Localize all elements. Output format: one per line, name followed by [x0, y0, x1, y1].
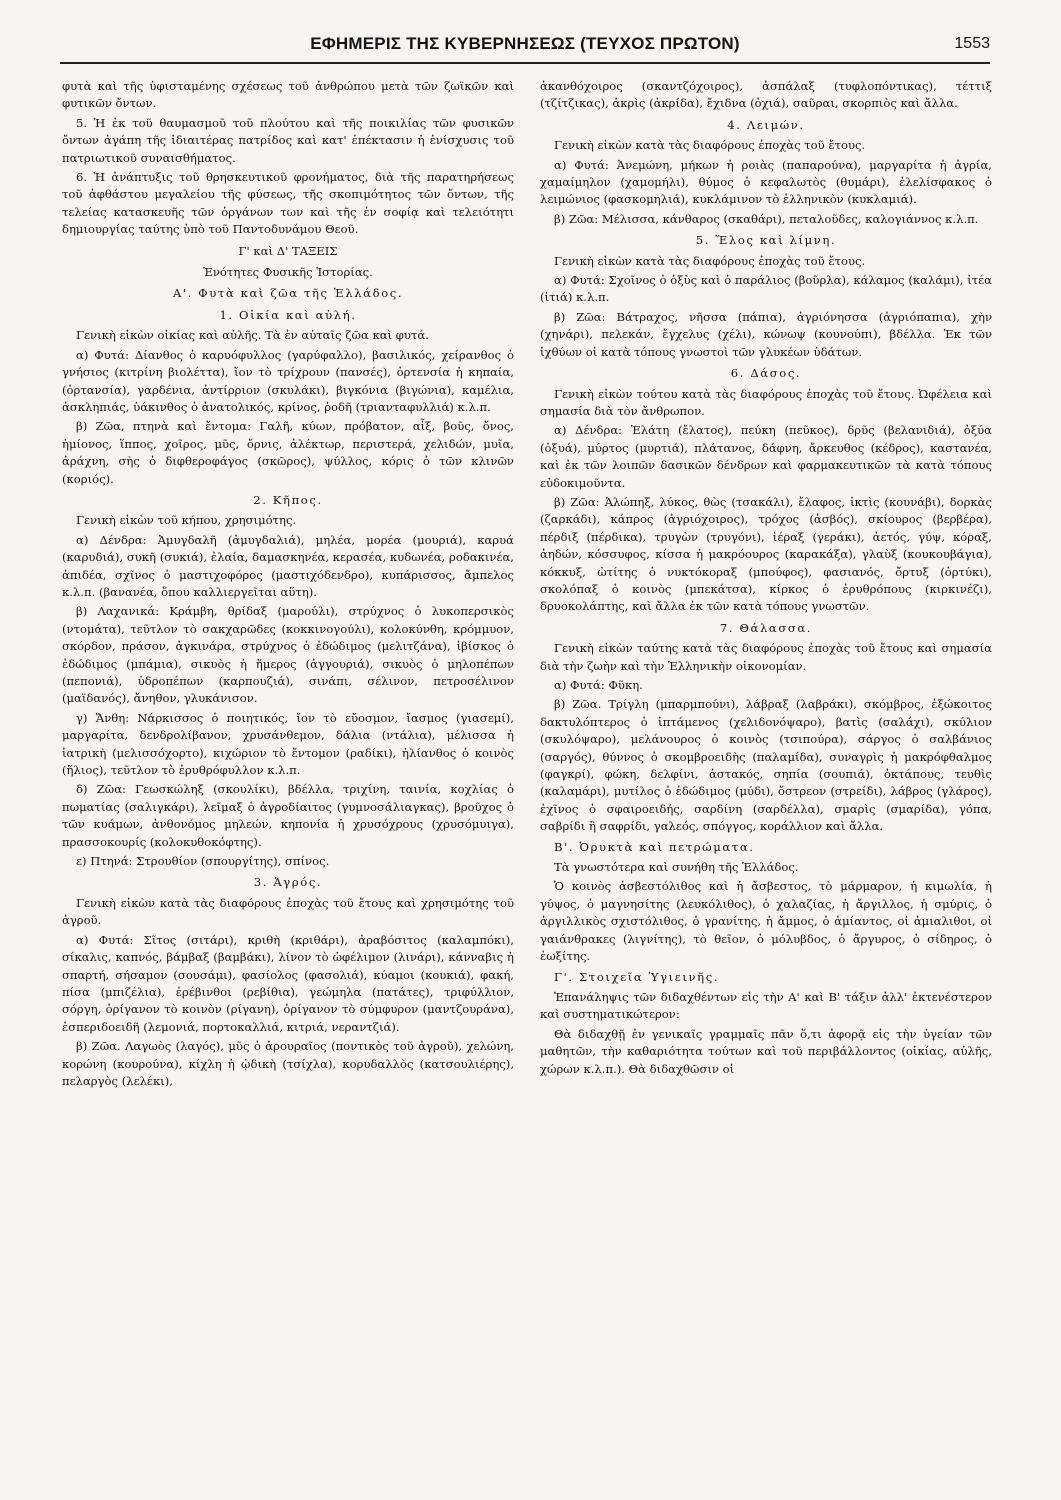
sea-general: Γενικὴ εἰκὼν ταύτης κατὰ τὰς διαφόρους ἐποχὰς τοῦ ἔτους καὶ σημασία διὰ τὴν ζωὴν καὶ τὴν Ἑλληνικὴν οἰκονομίαν. — [540, 641, 992, 673]
garden-heading: 2. Κῆπος. — [253, 492, 323, 507]
marsh-plants: α) Φυτά: Σχοῖνος ὁ ὀξὺς καὶ ὁ παράλιος (βοῦρλα), κάλαμος (καλάμι), ἰτέα (ἰτιά) κ.λ.π. — [540, 273, 992, 305]
sea-plants: α) Φυτά: Φῦκη. — [554, 678, 643, 692]
field-animals-continued: ἀκανθόχοιρος (σκαντζόχοιρος), ἀσπάλαξ (τυφλοπόντικας), τέττιξ (τζίτζικας), ἀκρὶς (ἀκρίδα), ἔχιδνα (ὀχιά), σαῦραι, σκορπιὸς καὶ ἄλλα. — [540, 79, 992, 111]
field-heading: 3. Ἀγρός. — [253, 875, 323, 890]
right-column — [540, 78, 992, 1478]
garden-birds: ε) Πτηνά: Στρουθίον (σπουργίτης), σπίνος. — [76, 854, 330, 869]
intro-paragraph: φυτὰ καὶ τῆς ὑφισταμένης σχέσεως τοῦ ἀνθρώπου μετὰ τῶν ζωϊκῶν καὶ φυτικῶν ὄντων. — [62, 79, 514, 111]
garden-vegetables: β) Λαχανικά: Κράμβη, θρίδαξ (μαρούλι), στρύχνος ὁ λυκοπερσικὸς (ντομάτα), τεῦτλον τὸ σακχαρῶδες (κοκκινογούλι), κολοκύνθη, κρόμμυον, σκόρδον, πράσον, ἀγκινάρα, στρύχνος ὁ ἐδώδιμος (μελιτζάνα), ἰβίσκος ὁ ἐδώδιμος (μπάμια), σικυὸς ἡ ἥμερος (ἀγγουριά), σικυὸς ὁ μηλοπέπων (πεπονιά), ὑδροπέπων (καρπουζιά), σινάπι, σέλινον, πετροσέλινον (μαϊδανός), ἄνηθον, γλυκάνισον. — [62, 604, 514, 706]
classes-heading: Γ' καὶ Δ' ΤΑΞΕΙΣ — [238, 243, 338, 258]
forest-general: Γενικὴ εἰκὼν τούτου κατὰ τὰς διαφόρους ἐποχὰς τοῦ ἔτους. Ὠφέλεια καὶ σημασία διὰ τὸν ἄνθρωπον. — [540, 386, 992, 418]
section-a-heading: Α'. Φυτὰ καὶ ζῶα τῆς Ἑλλάδος. — [172, 286, 404, 301]
marsh-general: Γενικὴ εἰκὼν κατὰ τὰς διαφόρους ἐποχὰς τοῦ ἔτους. — [554, 253, 866, 268]
gazette-title: ΕΦΗΜΕΡΙΣ ΤΗΣ ΚΥΒΕΡΝΗΣΕΩΣ (ΤΕΥΧΟΣ ΠΡΩΤΟΝ) — [310, 34, 740, 53]
forest-heading: 6. Δάσος. — [730, 366, 802, 381]
marsh-lake-heading: 5. Ἕλος καὶ λίμνη. — [695, 233, 837, 248]
marsh-animals: β) Ζῶα: Βάτραχος, νῆσσα (πάπια), ἀγριόνησσα (ἀγριόπαπια), χὴν (χηνάρι), πελεκάν, ἔγχελυς (χέλι), κώνωψ (κουνούπι), βδέλλα. Ἐκ τῶν ἰχθύων οἱ κατὰ τόπους γνωστοὶ τῶν γλυκέων ὑδάτων. — [540, 309, 992, 359]
objective-6: 6. Ἡ ἀνάπτυξις τοῦ θρησκευτικοῦ φρονήματος, διὰ τῆς παρατηρήσεως τοῦ ἀφθάστου μεγαλείου τῆς φύσεως, τῆς σκοπιμότητος τῶν ὄντων, τῆς τελείας κατασκευῆς τῶν ὀργάνων των καὶ τῆς ἐν σοφίᾳ καὶ τελειότητι δημιουργίας ταύτης ὑπὸ τοῦ Παντοδυνάμου Θεοῦ. — [62, 170, 514, 237]
field-animals: β) Ζῶα. Λαγωὸς (λαγός), μῦς ὁ ἀρουραῖος (ποντικὸς τοῦ ἀγροῦ), χελώνη, κορώνη (κουρούνα), κίχλη ἡ ᾠδικὴ (τσίχλα), κορυδαλλὸς (κατσουλιέρης), πελαργὸς (λελέκι), — [62, 1039, 514, 1088]
meadow-general: Γενικὴ εἰκὼν κατὰ τὰς διαφόρους ἐποχὰς τοῦ ἔτους. — [554, 138, 866, 153]
field-plants: α) Φυτά: Σῖτος (σιτάρι), κριθὴ (κριθάρι), ἀραβόσιτος (καλαμπόκι), σίκαλις, καπνός, βάμβαξ (βαμβάκι), λίνον τὸ ὠφέλιμον (λινάρι), κάνναβις ἡ σπαρτή, σήσαμον (σουσάμι), φασίολος (φασολιά), κύαμοι (κουκιά), φακή, πίσα (μπιζέλια), ἐρέβινθοι (ρεβίθια), γεώμηλα (πατάτες), τριφύλλιον, σόργη, ὀρίγανον τὸ κοινὸν (ρίγανη), ὀρίγανον τὸ σύμφυρον (μαντζουράνα), ἑσπεριδοειδῆ (λεμονιά, πορτοκαλλιά, κιτριά, νεραντζιά). — [62, 932, 514, 1034]
unit-heading: Ἑνότητες Φυσικῆς Ἱστορίας. — [203, 265, 373, 280]
house-plants: α) Φυτά: Δίανθος ὁ καρυόφυλλος (γαρύφαλλο), βασιλικός, χείρανθος ὁ γνήσιος (κιτρίνη βιολέττα), ἴον τὸ τρίχρουν (πανσές), ὀρτενσία ἡ κηπαία, (ὀρτανσία), γαρδένια, ἀντίρριον (σκυλάκι), βιγκόνια (βιγώνια), καμέλια, ἀσκληπιάς, ὑάκινθος ὁ ἀνατολικός, κρίνος, ῥοδῆ (τριανταφυλλιά) κ.λ.π. — [62, 347, 514, 414]
forest-animals: β) Ζῶα: Ἀλώπηξ, λύκος, θὼς (τσακάλι), ἔλαφος, ἰκτὶς (κουνάβι), δορκὰς (ζαρκάδι), κάπρος (ἀγριόχοιρος), τρόχος (ἀσβός), σκίουρος (βερβέρα), πέρδιξ (πέρδικα), τρυγὼν (τρυγόνι), ἱέραξ (γεράκι), ἀετός, γύψ, κόραξ, ἀηδών, κόσσυφος, κίσσα ἡ μακρόουρος (καρακάξα), γλαὺξ (κουκουβάγια), κόκκυξ, ὠτίτης ὁ νυκτόκοραξ (μπούφος), φασιανός, ὄρτυξ (ὀρτύκι), σκολόπαξ ὁ κοινὸς (μπεκάτσα), κίρκος ὁ ἐρυθρόπους (κιρκινέζι), δρυοκολάπτης, καὶ ἄλλα ἐκ τῶν κατὰ τόπους γνωστῶν. — [540, 494, 992, 614]
page-header — [60, 30, 990, 64]
forest-trees: α) Δένδρα: Ἐλάτη (ἔλατος), πεύκη (πεῦκος), δρῦς (βελανιδιά), ὀξύα (ὀξυά), μύρτος (μυρτιά), πλάτανος, δάφνη, ἄρκευθος (κέδρος), καστανέα, καὶ ἐκ τῶν λοιπῶν δασικῶν δένδρων καὶ φαρμακευτικῶν τὰ κατὰ τόπους εὐδοκιμοῦντα. — [540, 423, 992, 490]
house-yard-heading: 1. Οἰκία καὶ αὐλή. — [219, 307, 357, 322]
field-general: Γενικὴ εἰκὼν κατὰ τὰς διαφόρους ἐποχὰς τοῦ ἔτους καὶ χρησιμότης τοῦ ἀγροῦ. — [62, 895, 514, 928]
page-number: 1553 — [954, 35, 990, 52]
garden-trees: α) Δένδρα: Ἀμυγδαλῆ (ἀμυγδαλιά), μηλέα, μορέα (μουριά), καρυά (καρυδιά), συκῆ (συκιά), ἐλαία, δαμασκηνέα, κερασέα, κυδωνέα, ροδακινέα, ἀπιδέα, σχῖνος ὁ μαστιχοφόρος (μαστιχόδενδρο), κυπάρισσος, ἄμπελος κ.λ.π. (βανανέα, ὅπου καλλιεργεῖται αὕτη). — [62, 532, 514, 599]
left-column — [62, 78, 514, 1478]
garden-animals: δ) Ζῶα: Γεωσκώληξ (σκουλίκι), βδέλλα, τριχίνη, ταινία, κοχλίας ὁ πωματίας (σαλιγκάρι), λεῖμαξ ὁ ἀγροδίαιτος (γυμνοσάλιαγκας), βροῦχος ὁ τῶν κυάμων, ἀνθονόμος μηλεών, κηπονία ἡ χρυσόχρους (χρυσόμυιγα), πρασσοκουρίς (κολοκυθοκόφτης). — [62, 782, 514, 849]
hygiene-heading: Γ'. Στοιχεῖα Ὑγιεινῆς. — [554, 969, 720, 984]
meadow-plants: α) Φυτά: Ἀνεμώνη, μήκων ἡ ροιὰς (παπαρούνα), μαργαρίτα ἡ ἀγρία, χαμαίμηλον (χαμομήλι), θύμος ὁ κεφαλωτὸς (θυμάρι), ἐλελίσφακος ὁ λειμώνιος (φασκομηλιά), κυκλάμινον τὸ ἑλληνικὸν (κυκλαμιά). — [540, 157, 992, 207]
meadow-animals: β) Ζῶα: Μέλισσα, κάνθαρος (σκαθάρι), πεταλοῦδες, καλογιάννος κ.λ.π. — [554, 211, 979, 226]
sea-heading: 7. Θάλασσα. — [719, 620, 813, 635]
meadow-heading: 4. Λειμών. — [727, 117, 805, 132]
sea-animals: β) Ζῶα. Τρίγλη (μπαρμπούνι), λάβραξ (λαβράκι), σκόμβρος, ἐξώκοιτος δακτυλόπτερος ὁ ἱπτάμενος (χελιδονόψαρο), βατὶς (σαλάχι), σκύλιον (σκυλόψαρο), μελάνουρος ὁ κοινὸς (τσιπούρα), σάργος ὁ σαλβάνιος (σαργός), θύννος ὁ σκομβροειδὴς (παλαμίδα), συναγρὶς ἡ μακρόφθαλμος (φαγκρί), φώκη, δελφίνι, ἀστακός, σηπία (σουπιά), ὀκτάπους, τευθὶς (καλαμάρι), μυτίλος ὁ ἐδώδιμος (μύδι), ὄστρεον (στρείδι), λάβρος (γλάρος), ἐχῖνος ὁ σφαιροειδής, σαρδίνη (σαρδέλλα), σμαρὶς (σμαρίδα), γόπα, σαβρίδι ἢ σαφρίδι, γαλεός, σπόγγος, κοράλλιον καὶ ἄλλα. — [540, 697, 992, 834]
garden-general: Γενικὴ εἰκὼν τοῦ κήπου, χρησιμότης. — [76, 513, 297, 528]
minerals-heading: Β'. Ὀρυκτὰ καὶ πετρώματα. — [554, 839, 755, 854]
minerals-subheading: Τὰ γνωστότερα καὶ συνήθη τῆς Ἑλλάδος. — [554, 860, 799, 875]
hygiene-text: Θὰ διδαχθῇ ἐν γενικαῖς γραμμαῖς πᾶν ὅ,τι ἀφορᾷ εἰς τὴν ὑγείαν τῶν μαθητῶν, τὴν καθαριότητα τούτων καὶ τοῦ περιβάλλοντος (οἰκίας, αὐλῆς, χώρων κ.λ.π.). Θὰ διδαχθῶσιν οἱ — [540, 1026, 992, 1076]
objective-5: 5. Ἡ ἐκ τοῦ θαυμασμοῦ τοῦ πλούτου καὶ τῆς ποικιλίας τῶν φυσικῶν ὄντων ἀγάπη τῆς ἰδιαιτέρας πατρίδος καὶ κατ' ἐπέκτασιν ἡ ἐνίσχυσις τοῦ πατριωτικοῦ συναισθήματος. — [62, 115, 514, 165]
hygiene-subheading: Ἐπανάληψις τῶν διδαχθέντων εἰς τὴν Α' καὶ Β' τάξιν ἀλλ' ἐκτενέστερον καὶ συστηματικώτερον: — [540, 989, 992, 1022]
garden-flowers: γ) Ἄνθη: Νάρκισσος ὁ ποιητικός, ἴον τὸ εὔοσμον, ἴασμος (γιασεμί), μαργαρίτα, δενδρολίβανον, χρυσάνθεμον, δάλια (ντάλια), μέλισσα ἡ ἰατρικὴ (μελισσόχορτο), κιχώριον τὸ ἔντομον (ραδίκι), ἡλίανθος ὁ κοινὸς (ἥλιος), τεῦτλον τὸ ἐρυθρόφυλλον κ.λ.π. — [62, 710, 514, 778]
minerals-text: Ὁ κοινὸς ἀσβεστόλιθος καὶ ἡ ἄσβεστος, τὸ μάρμαρον, ἡ κιμωλία, ἡ γύψος, ὁ μαγνησίτης (λευκόλιθος), ὁ χαλαζίας, ἡ ἄργιλλος, ἡ σμύρις, ὁ ἀργιλλικὸς σχιστόλιθος, ὁ γρανίτης, ἡ ἄμμος, ὁ ἀμίαντος, οἱ ἀμιαλιθοι, οἱ γαιάνθρακες (λιγνίτης), τὸ θεῖον, ὁ μόλυβδος, ὁ ἄργυρος, ὁ σίδηρος, ὁ ἐωξίτης. — [540, 879, 992, 964]
house-animals: β) Ζῶα, πτηνὰ καὶ ἔντομα: Γαλῆ, κύων, πρόβατον, αἶξ, βοῦς, ὄνος, ἡμίονος, ἵππος, χοῖρος, μῦς, ὄρνις, ἀλέκτωρ, περιστερά, χελιδών, μυῖα, ἀράχνη, σὴς ὁ διφθεροφάγος (σκῶρος), ψύλλος, κόρις ὁ τῶν κλινῶν (κοριός). — [62, 419, 514, 486]
house-general: Γενικὴ εἰκὼν οἰκίας καὶ αὐλῆς. Τὰ ἐν αὐταῖς ζῶα καὶ φυτά. — [76, 328, 429, 343]
